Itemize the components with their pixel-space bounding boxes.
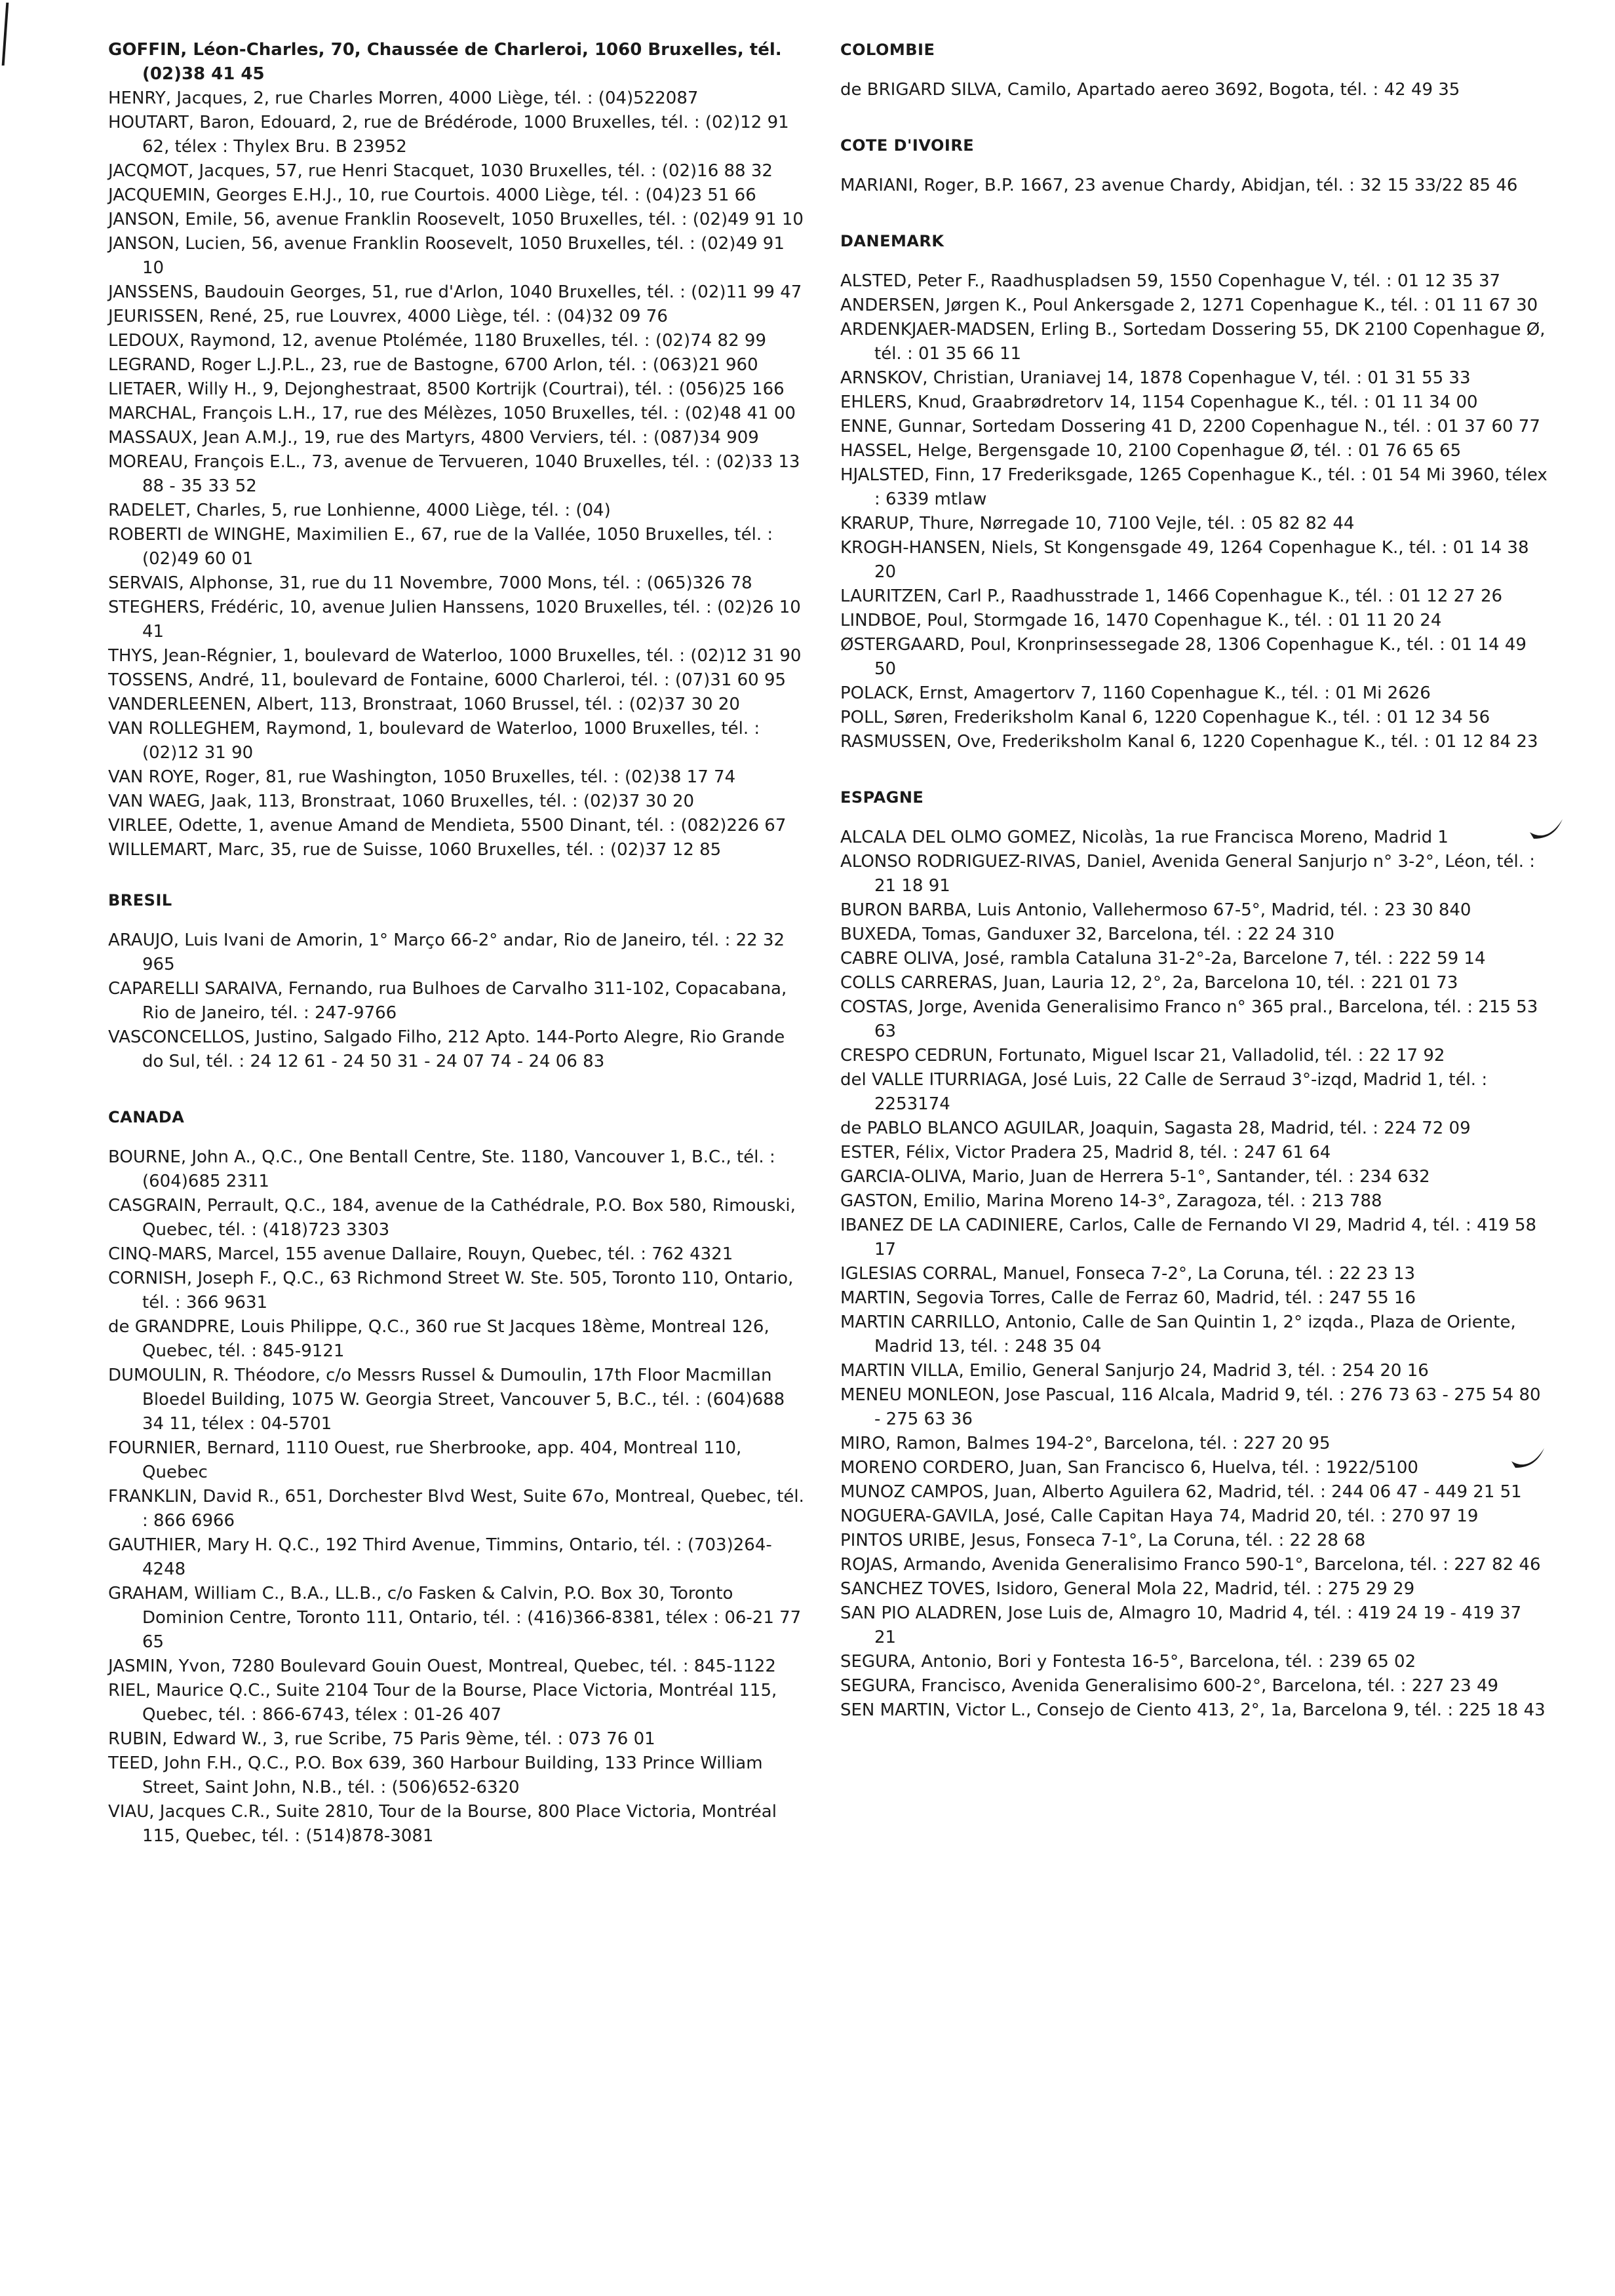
directory-entry: BURON BARBA, Luis Antonio, Vallehermoso 67-5°, Madrid, tél. : 23 30 840	[840, 900, 1471, 920]
directory-entry: RIEL, Maurice Q.C., Suite 2104 Tour de la Bourse, Place Victoria, Montréal 115, Quebec, tél. : 866-6743, télex : 01-26 407	[108, 1681, 777, 1725]
directory-entry: SERVAIS, Alphonse, 31, rue du 11 Novembre, 7000 Mons, tél. : (065)326 78	[108, 573, 752, 593]
directory-entry: MARTIN VILLA, Emilio, General Sanjurjo 24, Madrid 3, tél. : 254 20 16	[840, 1361, 1429, 1381]
directory-entry: EHLERS, Knud, Graabrødretorv 14, 1154 Copenhague K., tél. : 01 11 34 00	[840, 392, 1478, 412]
directory-entry: GAUTHIER, Mary H. Q.C., 192 Third Avenue, Timmins, Ontario, tél. : (703)264-4248	[108, 1535, 772, 1579]
directory-entry: de BRIGARD SILVA, Camilo, Apartado aereo 3692, Bogota, tél. : 42 49 35	[840, 80, 1460, 100]
directory-entry: LEGRAND, Roger L.J.P.L., 23, rue de Bastogne, 6700 Arlon, tél. : (063)21 960	[108, 355, 758, 375]
directory-entry: RUBIN, Edward W., 3, rue Scribe, 75 Paris 9ème, tél. : 073 76 01	[108, 1729, 655, 1749]
directory-entry: COSTAS, Jorge, Avenida Generalisimo Franco n° 365 pral., Barcelona, tél. : 215 53 63	[840, 997, 1538, 1041]
directory-entry: de GRANDPRE, Louis Philippe, Q.C., 360 rue St Jacques 18ème, Montreal 126, Quebec, tél. : 845-9121	[108, 1317, 769, 1361]
directory-entry: JANSON, Emile, 56, avenue Franklin Roosevelt, 1050 Bruxelles, tél. : (02)49 91 10	[108, 210, 804, 229]
directory-entry: CAPARELLI SARAIVA, Fernando, rua Bulhoes de Carvalho 311-102, Copacabana, Rio de Janeiro, tél. : 247-9766	[108, 979, 787, 1023]
directory-entry: ARAUJO, Luis Ivani de Amorin, 1° Março 66-2° andar, Rio de Janeiro, tél. : 22 32 965	[108, 930, 785, 974]
directory-entry: MUNOZ CAMPOS, Juan, Alberto Aguilera 62, Madrid, tél. : 244 06 47 - 449 21 51	[840, 1482, 1522, 1502]
country-section	[840, 38, 1548, 102]
directory-entry: MIRO, Ramon, Balmes 194-2°, Barcelona, tél. : 227 20 95	[840, 1434, 1331, 1453]
directory-entry: ROJAS, Armando, Avenida Generalisimo Franco 590-1°, Barcelona, tél. : 227 82 46	[840, 1555, 1541, 1575]
section-title: ESPAGNE	[840, 788, 924, 807]
directory-entry: del VALLE ITURRIAGA, José Luis, 22 Calle de Serraud 3°-izqd, Madrid 1, tél. : 2253174	[840, 1070, 1488, 1114]
directory-entry: TOSSENS, André, 11, boulevard de Fontaine, 6000 Charleroi, tél. : (07)31 60 95	[108, 670, 787, 690]
directory-entry: PINTOS URIBE, Jesus, Fonseca 7-1°, La Coruna, tél. : 22 28 68	[840, 1531, 1366, 1550]
country-section	[840, 134, 1548, 198]
directory-entry: CABRE OLIVA, José, rambla Cataluna 31-2°-2a, Barcelone 7, tél. : 222 59 14	[840, 949, 1486, 968]
directory-entry: ROBERTI de WINGHE, Maximilien E., 67, rue de la Vallée, 1050 Bruxelles, tél. : (02)49 60 01	[108, 525, 773, 569]
directory-entry: POLL, Søren, Frederiksholm Kanal 6, 1220 Copenhague K., tél. : 01 12 34 56	[840, 708, 1490, 727]
directory-entry: LAURITZEN, Carl P., Raadhusstrade 1, 1466 Copenhague K., tél. : 01 12 27 26	[840, 586, 1503, 606]
directory-entry: SEGURA, Francisco, Avenida Generalisimo 600-2°, Barcelona, tél. : 227 23 49	[840, 1676, 1499, 1696]
margin-stroke	[2, 3, 9, 66]
section-title: COLOMBIE	[840, 41, 935, 59]
directory-entry: ALONSO RODRIGUEZ-RIVAS, Daniel, Avenida General Sanjurjo n° 3-2°, Léon, tél. : 21 18 91	[840, 852, 1536, 896]
directory-entry: JANSON, Lucien, 56, avenue Franklin Roosevelt, 1050 Bruxelles, tél. : (02)49 91 10	[108, 234, 785, 278]
directory-entry: TEED, John F.H., Q.C., P.O. Box 639, 360 Harbour Building, 133 Prince William Street, Saint John, N.B., tél. : (506)652-6320	[108, 1753, 763, 1797]
directory-entry: KRARUP, Thure, Nørregade 10, 7100 Vejle, tél. : 05 82 82 44	[840, 514, 1355, 533]
directory-entry: de PABLO BLANCO AGUILAR, Joaquin, Sagasta 28, Madrid, tél. : 224 72 09	[840, 1119, 1471, 1138]
directory-entry: LINDBOE, Poul, Stormgade 16, 1470 Copenhague K., tél. : 01 11 20 24	[840, 611, 1442, 630]
directory-entry: VASCONCELLOS, Justino, Salgado Filho, 212 Apto. 144-Porto Alegre, Rio Grande do Sul, tél. : 24 12 61 - 24 50 31 - 24 07 74 - 24 06 83	[108, 1027, 785, 1071]
directory-entry: THYS, Jean-Régnier, 1, boulevard de Waterloo, 1000 Bruxelles, tél. : (02)12 31 90	[108, 646, 802, 666]
directory-entry: MORENO CORDERO, Juan, San Francisco 6, Huelva, tél. : 1922/5100	[840, 1458, 1418, 1478]
directory-entry: ØSTERGAARD, Poul, Kronprinsessegade 28, 1306 Copenhague K., tél. : 01 14 49 50	[840, 635, 1527, 679]
section-title: COTE D'IVOIRE	[840, 136, 975, 155]
directory-entry: MARIANI, Roger, B.P. 1667, 23 avenue Chardy, Abidjan, tél. : 32 15 33/22 85 46	[840, 176, 1518, 195]
directory-entry: BOURNE, John A., Q.C., One Bentall Centre, Ste. 1180, Vancouver 1, B.C., tél. : (604)685 2311	[108, 1147, 775, 1191]
directory-entry: CINQ-MARS, Marcel, 155 avenue Dallaire, Rouyn, Quebec, tél. : 762 4321	[108, 1244, 733, 1264]
directory-entry: LEDOUX, Raymond, 12, avenue Ptolémée, 1180 Bruxelles, tél. : (02)74 82 99	[108, 331, 766, 351]
directory-entry: FOURNIER, Bernard, 1110 Ouest, rue Sherbrooke, app. 404, Montreal 110, Quebec	[108, 1438, 742, 1482]
directory-entry: VIAU, Jacques C.R., Suite 2810, Tour de la Bourse, 800 Place Victoria, Montréal 115, Quebec, tél. : (514)878-3081	[108, 1802, 777, 1846]
directory-entry: GASTON, Emilio, Marina Moreno 14-3°, Zaragoza, tél. : 213 788	[840, 1191, 1382, 1211]
directory-entry: SEGURA, Antonio, Bori y Fontesta 16-5°, Barcelona, tél. : 239 65 02	[840, 1652, 1416, 1672]
entry-list	[108, 38, 809, 862]
country-section	[840, 786, 1548, 1723]
directory-entry: ENNE, Gunnar, Sortedam Dossering 41 D, 2200 Copenhague N., tél. : 01 37 60 77	[840, 417, 1540, 436]
directory-entry: NOGUERA-GAVILA, José, Calle Capitan Haya 74, Madrid 20, tél. : 270 97 19	[840, 1506, 1479, 1526]
directory-entry: JEURISSEN, René, 25, rue Louvrex, 4000 Liège, tél. : (04)32 09 76	[108, 307, 668, 326]
directory-entry: HJALSTED, Finn, 17 Frederiksgade, 1265 Copenhague K., tél. : 01 54 Mi 3960, télex : 6339 mtlaw	[840, 465, 1547, 509]
directory-entry: MARTIN CARRILLO, Antonio, Calle de San Quintin 1, 2° izqda., Plaza de Oriente, Madrid 13, tél. : 248 35 04	[840, 1312, 1516, 1356]
directory-entry: VAN ROYE, Roger, 81, rue Washington, 1050 Bruxelles, tél. : (02)38 17 74	[108, 767, 736, 787]
directory-entry: FRANKLIN, David R., 651, Dorchester Blvd West, Suite 67o, Montreal, Quebec, tél. : 866 6966	[108, 1487, 804, 1531]
directory-entry: JACQMOT, Jacques, 57, rue Henri Stacquet, 1030 Bruxelles, tél. : (02)16 88 32	[108, 161, 773, 181]
directory-entry: ESTER, Félix, Victor Pradera 25, Madrid 8, tél. : 247 61 64	[840, 1143, 1331, 1162]
directory-entry: SANCHEZ TOVES, Isidoro, General Mola 22, Madrid, tél. : 275 29 29	[840, 1579, 1415, 1599]
directory-entry: WILLEMART, Marc, 35, rue de Suisse, 1060 Bruxelles, tél. : (02)37 12 85	[108, 840, 722, 860]
directory-entry: HOUTART, Baron, Edouard, 2, rue de Brédérode, 1000 Bruxelles, tél. : (02)12 91 62, télex : Thylex Bru. B 23952	[108, 113, 789, 157]
directory-entry: HENRY, Jacques, 2, rue Charles Morren, 4000 Liège, tél. : (04)522087	[108, 88, 699, 108]
directory-entry: MENEU MONLEON, Jose Pascual, 116 Alcala, Madrid 9, tél. : 276 73 63 - 275 54 80 - 275 63 36	[840, 1385, 1541, 1429]
directory-entry: VIRLEE, Odette, 1, avenue Amand de Mendieta, 5500 Dinant, tél. : (082)226 67	[108, 816, 787, 835]
directory-entry: CASGRAIN, Perrault, Q.C., 184, avenue de la Cathédrale, P.O. Box 580, Rimouski, Quebec, tél. : (418)723 3303	[108, 1196, 796, 1240]
directory-entry: GRAHAM, William C., B.A., LL.B., c/o Fasken & Calvin, P.O. Box 30, Toronto Dominion Centre, Toronto 111, Ontario, tél. : (416)366-8381, télex : 06-21 77 65	[108, 1584, 802, 1652]
directory-entry: JANSSENS, Baudouin Georges, 51, rue d'Arlon, 1040 Bruxelles, tél. : (02)11 99 47	[108, 282, 802, 302]
section-title: BRESIL	[108, 891, 172, 909]
directory-entry: GOFFIN, Léon-Charles, 70, Chaussée de Charleroi, 1060 Bruxelles, tél. (02)38 41 45	[108, 40, 782, 84]
directory-entry: STEGHERS, Frédéric, 10, avenue Julien Hanssens, 1020 Bruxelles, tél. : (02)26 10 41	[108, 598, 801, 641]
directory-entry: JACQUEMIN, Georges E.H.J., 10, rue Courtois. 4000 Liège, tél. : (04)23 51 66	[108, 185, 756, 205]
directory-entry: ANDERSEN, Jørgen K., Poul Ankersgade 2, 1271 Copenhague K., tél. : 01 11 67 30	[840, 296, 1538, 315]
directory-entry: MASSAUX, Jean A.M.J., 19, rue des Martyrs, 4800 Verviers, tél. : (087)34 909	[108, 428, 759, 448]
directory-entry: BUXEDA, Tomas, Ganduxer 32, Barcelona, tél. : 22 24 310	[840, 925, 1334, 944]
directory-entry: MARTIN, Segovia Torres, Calle de Ferraz 60, Madrid, tél. : 247 55 16	[840, 1288, 1416, 1308]
section-list	[840, 38, 1548, 1723]
section-title: DANEMARK	[840, 232, 944, 250]
directory-entry: LIETAER, Willy H., 9, Dejonghestraat, 8500 Kortrijk (Courtrai), tél. : (056)25 166	[108, 379, 785, 399]
directory-entry: MOREAU, François E.L., 73, avenue de Tervueren, 1040 Bruxelles, tél. : (02)33 13 88 - 35 33 52	[108, 452, 800, 496]
directory-entry: VAN ROLLEGHEM, Raymond, 1, boulevard de Waterloo, 1000 Bruxelles, tél. : (02)12 31 90	[108, 719, 760, 763]
directory-entry: CORNISH, Joseph F., Q.C., 63 Richmond Street W. Ste. 505, Toronto 110, Ontario, tél. : 366 9631	[108, 1269, 794, 1312]
directory-entry: GARCIA-OLIVA, Mario, Juan de Herrera 5-1°, Santander, tél. : 234 632	[840, 1167, 1430, 1187]
directory-entry: POLACK, Ernst, Amagertorv 7, 1160 Copenhague K., tél. : 01 Mi 2626	[840, 683, 1431, 703]
directory-entry: JASMIN, Yvon, 7280 Boulevard Gouin Ouest, Montreal, Quebec, tél. : 845-1122	[108, 1656, 776, 1676]
country-section	[108, 1105, 809, 1848]
directory-entry: ALSTED, Peter F., Raadhuspladsen 59, 1550 Copenhague V, tél. : 01 12 35 37	[840, 271, 1501, 291]
directory-entry: HASSEL, Helge, Bergensgade 10, 2100 Copenhague Ø, tél. : 01 76 65 65	[840, 441, 1462, 461]
left-column	[108, 38, 809, 1880]
directory-entry: VANDERLEENEN, Albert, 113, Bronstraat, 1060 Brussel, tél. : (02)37 30 20	[108, 695, 740, 714]
country-section	[840, 229, 1548, 754]
directory-entry: VAN WAEG, Jaak, 113, Bronstraat, 1060 Bruxelles, tél. : (02)37 30 20	[108, 792, 695, 811]
directory-entry: IBANEZ DE LA CADINIERE, Carlos, Calle de Fernando VI 29, Madrid 4, tél. : 419 58 17	[840, 1215, 1537, 1259]
country-section	[108, 889, 809, 1074]
section-title: CANADA	[108, 1108, 185, 1126]
directory-entry: COLLS CARRERAS, Juan, Lauria 12, 2°, 2a, Barcelona 10, tél. : 221 01 73	[840, 973, 1458, 993]
directory-entry: ARDENKJAER-MADSEN, Erling B., Sortedam Dossering 55, DK 2100 Copenhague Ø, tél. : 01 35 66 11	[840, 320, 1546, 364]
directory-entry: KROGH-HANSEN, Niels, St Kongensgade 49, 1264 Copenhague K., tél. : 01 14 38 20	[840, 538, 1529, 582]
directory-entry: SAN PIO ALADREN, Jose Luis de, Almagro 10, Madrid 4, tél. : 419 24 19 - 419 37 21	[840, 1603, 1522, 1647]
directory-entry: RADELET, Charles, 5, rue Lonhienne, 4000 Liège, tél. : (04)	[108, 501, 611, 520]
right-column	[840, 38, 1548, 1754]
directory-entry: RASMUSSEN, Ove, Frederiksholm Kanal 6, 1220 Copenhague K., tél. : 01 12 84 23	[840, 732, 1538, 752]
directory-entry: SEN MARTIN, Victor L., Consejo de Ciento 413, 2°, 1a, Barcelona 9, tél. : 225 18 43	[840, 1700, 1546, 1720]
directory-entry: ARNSKOV, Christian, Uraniavej 14, 1878 Copenhague V, tél. : 01 31 55 33	[840, 368, 1471, 388]
section-list	[108, 889, 809, 1848]
directory-entry: CRESPO CEDRUN, Fortunato, Miguel Iscar 21, Valladolid, tél. : 22 17 92	[840, 1046, 1445, 1065]
directory-entry: MARCHAL, François L.H., 17, rue des Mélèzes, 1050 Bruxelles, tél. : (02)48 41 00	[108, 404, 796, 423]
directory-entry: IGLESIAS CORRAL, Manuel, Fonseca 7-2°, La Coruna, tél. : 22 23 13	[840, 1264, 1416, 1284]
directory-entry: ALCALA DEL OLMO GOMEZ, Nicolàs, 1a rue Francisca Moreno, Madrid 1	[840, 828, 1449, 847]
directory-entry: DUMOULIN, R. Théodore, c/o Messrs Russel & Dumoulin, 17th Floor Macmillan Bloedel Building, 1075 W. Georgia Street, Vancouver 5, B.C., tél. : (604)688 34 11, télex : 04-5701	[108, 1366, 785, 1434]
